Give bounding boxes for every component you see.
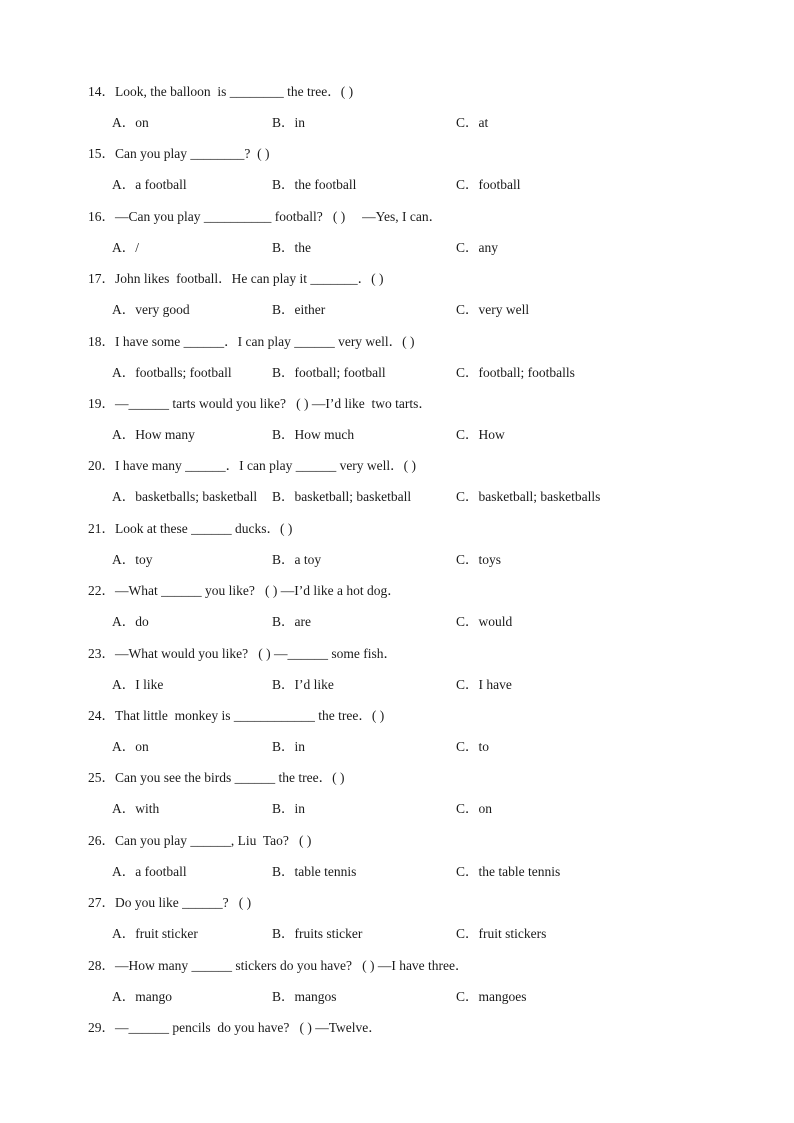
options-row (112, 365, 732, 381)
options-row (112, 739, 732, 755)
option-b: B．mangos (272, 988, 337, 1004)
option-c: C．fruit stickers (456, 926, 547, 942)
question-stem: 19．—______ tarts would you like? ( ) —I’d like two tarts． (88, 396, 432, 411)
options-row (112, 302, 732, 318)
question-stem: 17．John likes football．He can play it _______．( ) (88, 271, 384, 287)
question-stem: 20．I have many ______．I can play ______ very well．( ) (88, 458, 417, 474)
option-b: B．table tennis (272, 863, 357, 879)
options-row (112, 677, 732, 693)
option-a: A．with (112, 801, 160, 817)
options-row (112, 177, 732, 193)
option-a: A．basketballs; basketball (112, 489, 258, 505)
question-stem: 18．I have some ______．I can play ______ very well．( ) (88, 333, 415, 349)
option-c: C．mangoes (456, 988, 527, 1004)
option-a: A．footballs; football (112, 364, 232, 380)
option-b: B．basketball; basketball (272, 489, 412, 505)
option-c: C．toys (456, 551, 502, 567)
question-stem: 26．Can you play ______, Liu Tao? ( ) (88, 832, 312, 848)
question-stem: 15．Can you play ________? ( ) (88, 146, 270, 162)
option-a: A．mango (112, 988, 172, 1004)
option-c: C．on (456, 801, 493, 817)
options-row (112, 864, 732, 880)
option-b: B．either (272, 302, 326, 318)
options-row (112, 989, 732, 1005)
option-b: B．fruits sticker (272, 926, 363, 942)
option-c: C．would (456, 614, 513, 630)
question-stem: 27．Do you like ______? ( ) (88, 895, 252, 911)
option-b: B．in (272, 801, 306, 817)
option-c: C．How (456, 427, 505, 442)
option-a: A．/ (112, 239, 139, 255)
options-row (112, 489, 732, 505)
option-a: A．very good (112, 302, 190, 318)
question-stem: 25．Can you see the birds ______ the tree．( ) (88, 770, 345, 786)
option-c: C．basketball; basketballs (456, 489, 601, 505)
option-c: C．to (456, 739, 490, 754)
option-b: B．a toy (272, 551, 322, 567)
option-a: A．I like (112, 676, 164, 692)
options-row (112, 240, 732, 256)
options-row (112, 801, 732, 817)
question-stem: 29．—______ pencils do you have? ( ) —Twelve． (88, 1020, 382, 1035)
question-stem: 22．—What ______ you like? ( ) —I’d like a hot dog． (88, 583, 401, 599)
option-b: B．are (272, 614, 311, 630)
option-b: B．I’d like (272, 676, 334, 692)
option-a: A．do (112, 614, 149, 630)
options-row (112, 552, 732, 568)
option-c: C．very well (456, 302, 530, 318)
question-stem: 21．Look at these ______ ducks．( ) (88, 520, 293, 536)
option-a: A．a football (112, 177, 187, 193)
option-a: A．on (112, 115, 149, 130)
option-b: B．in (272, 739, 306, 754)
option-a: A．on (112, 739, 149, 754)
option-c: C．football; footballs (456, 364, 575, 380)
options-row (112, 115, 732, 131)
options-row (112, 427, 732, 443)
question-stem: 23．—What would you like? ( ) —______ some fish． (88, 645, 397, 661)
question-stem: 14．Look, the balloon is ________ the tree．( ) (88, 84, 354, 99)
question-stem: 24．That little monkey is ____________ the tree．( ) (88, 708, 385, 723)
option-a: A．fruit sticker (112, 926, 198, 942)
option-c: C．the table tennis (456, 863, 561, 879)
option-b: B．the football (272, 177, 357, 193)
options-row (112, 614, 732, 630)
option-b: B．How much (272, 427, 355, 442)
option-a: A．toy (112, 551, 153, 567)
question-stem: 28．—How many ______ stickers do you have? ( ) —I have three． (88, 957, 469, 973)
question-stem: 16．—Can you play __________ football? ( ) —Yes, I can． (88, 208, 443, 224)
option-b: B．in (272, 115, 306, 130)
option-c: C．at (456, 115, 489, 130)
option-c: C．I have (456, 676, 512, 692)
option-c: C．football (456, 177, 521, 193)
option-c: C．any (456, 239, 498, 255)
option-b: B．the (272, 239, 311, 255)
option-b: B．football; football (272, 364, 386, 380)
options-row (112, 926, 732, 942)
option-a: A．How many (112, 427, 195, 442)
option-a: A．a football (112, 863, 187, 879)
